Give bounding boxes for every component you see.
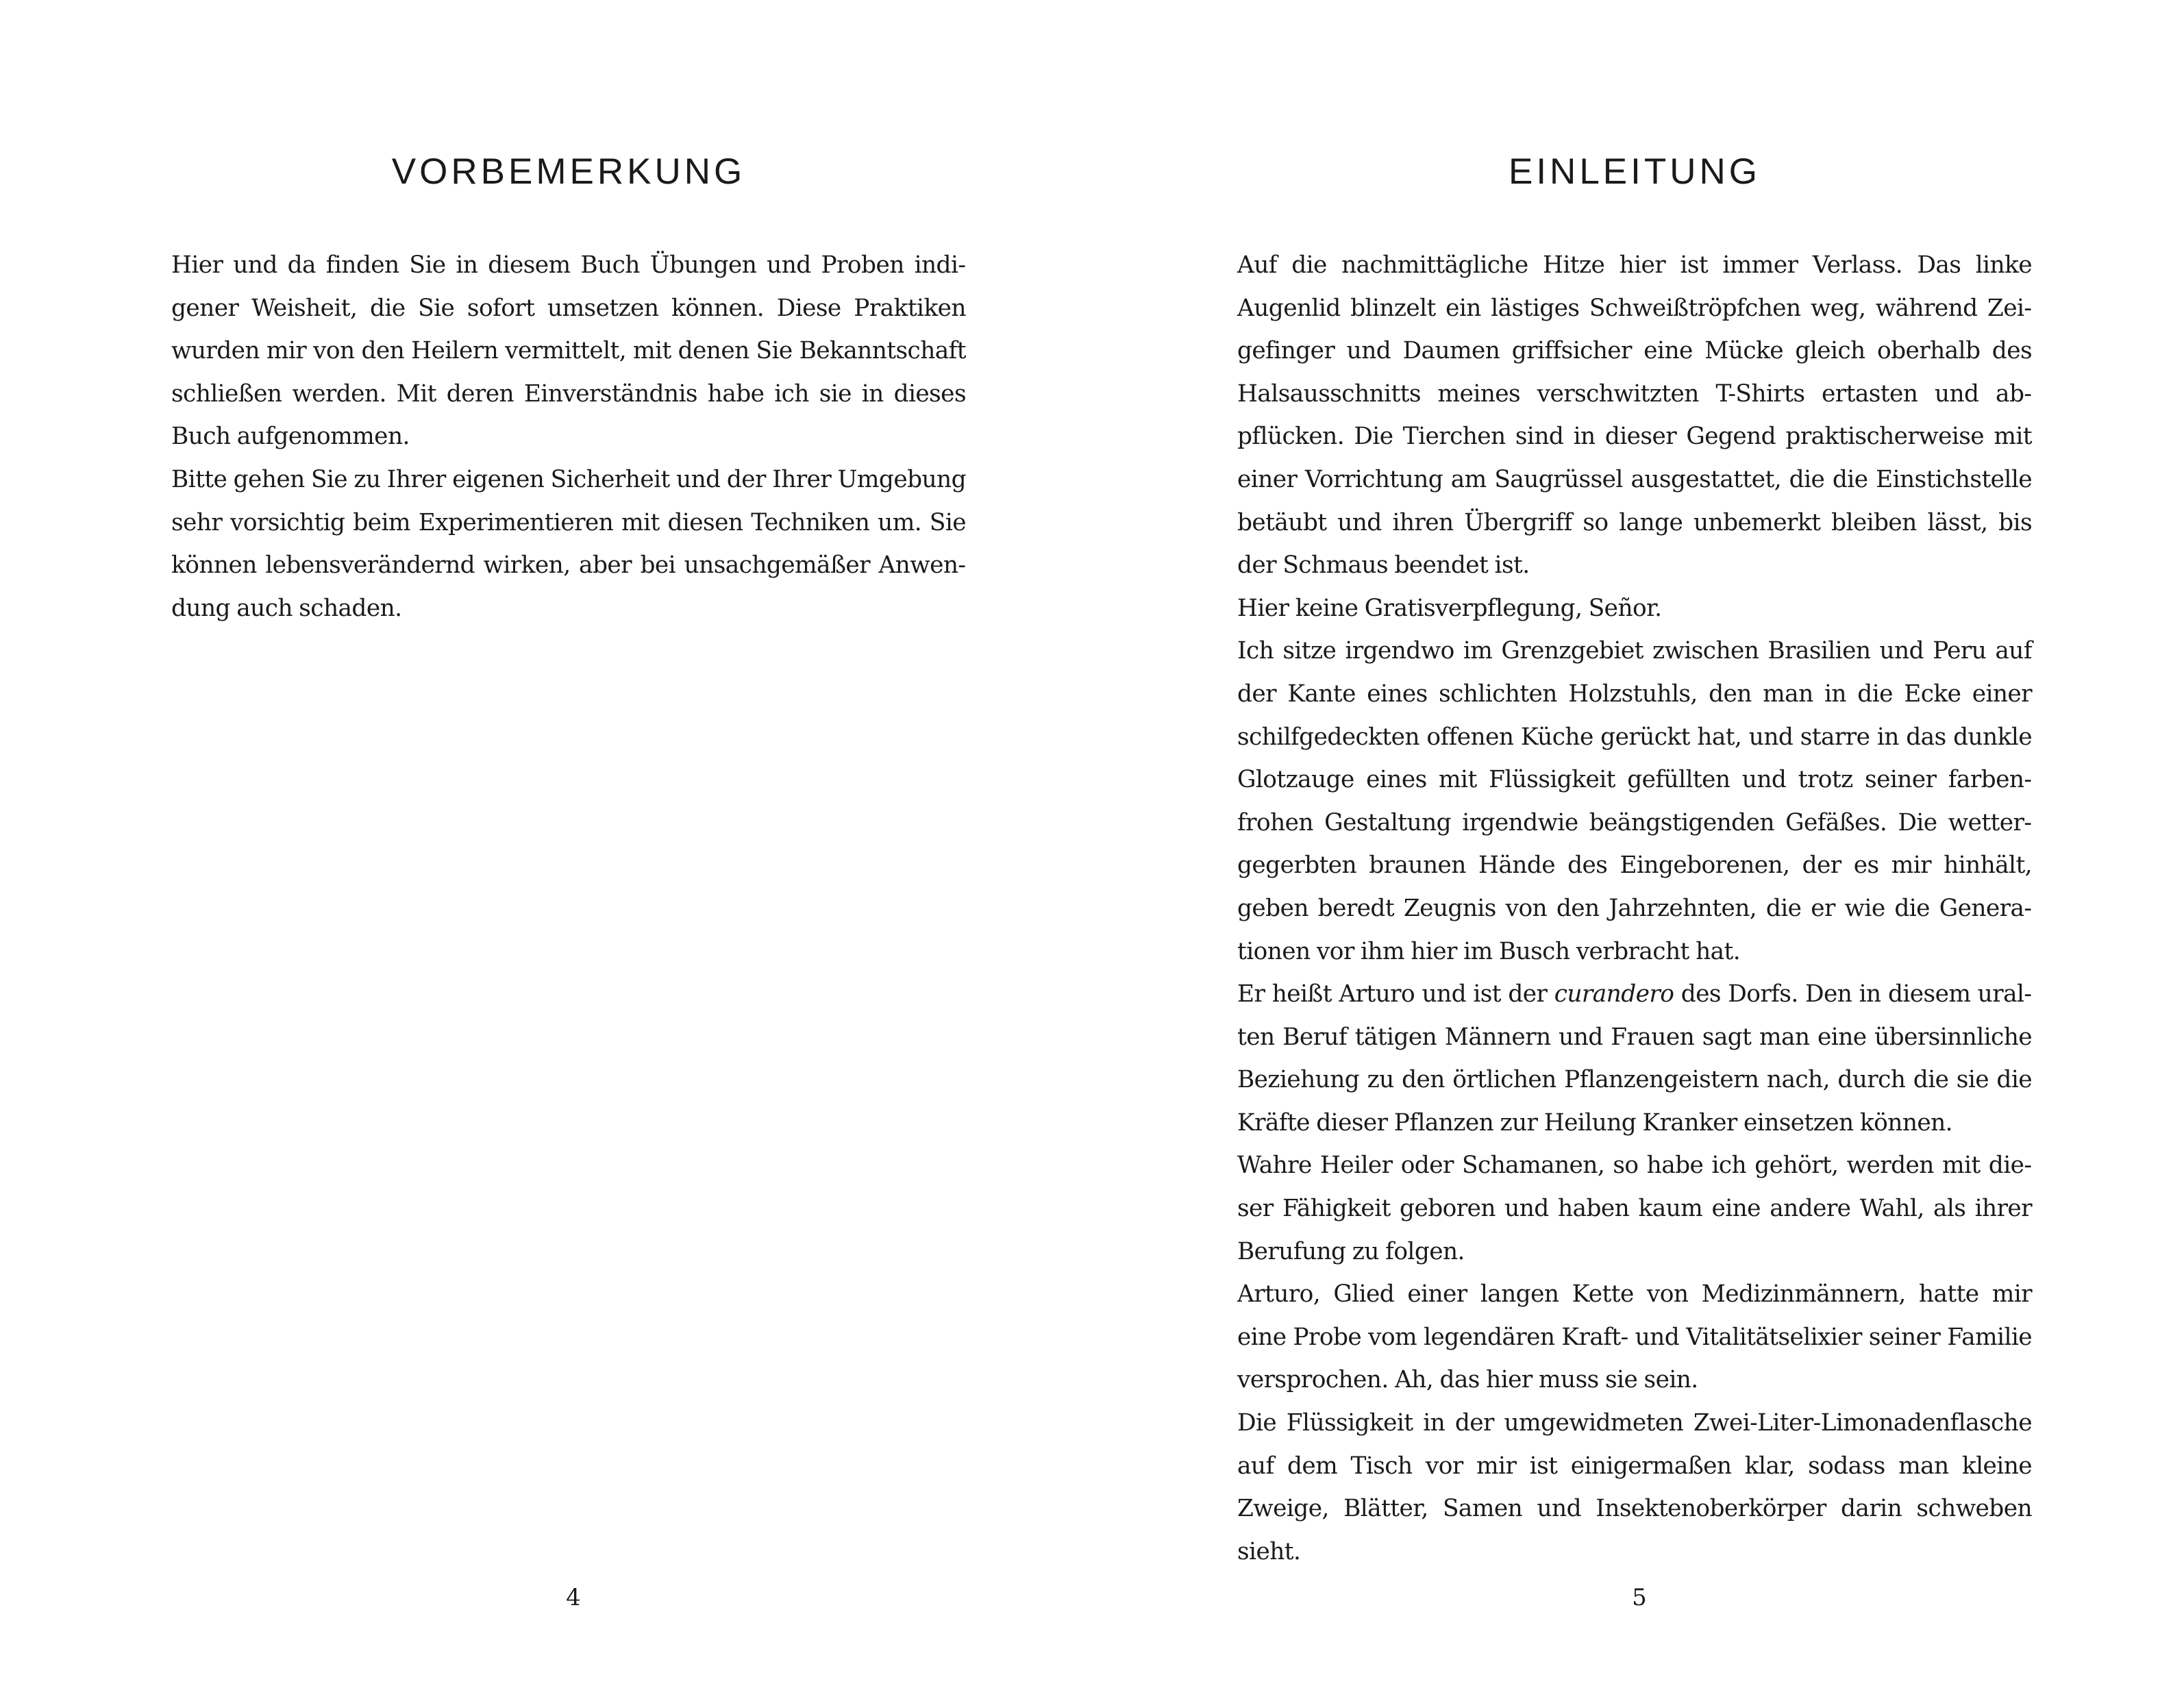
- paragraph-text: Er heißt Arturo und ist der: [1237, 980, 1554, 1008]
- italic-term: curandero: [1554, 980, 1674, 1008]
- page-number: 4: [566, 1584, 581, 1611]
- page-heading: VORBEMERKUNG: [391, 151, 746, 192]
- paragraph: Arturo, Glied einer langen Kette von Medizinmännern, hatte mir eine Probe vom legendären Kraft- und Vitalitätselixier seiner Familie versprochen. Ah, das hier muss sie sein.: [1237, 1280, 2032, 1394]
- paragraph: Wahre Heiler oder Schamanen, so habe ich gehört, werden mit dieser Fähigkeit geboren und haben kaum eine andere Wahl, als ihrer Berufung zu folgen.: [1237, 1152, 2032, 1265]
- paragraph: Hier und da finden Sie in diesem Buch Übungen und Proben indigener Weisheit, die Sie sofort umsetzen können. Diese Praktiken wurden mir von den Heilern vermittelt, mit denen Sie Bekanntschaft schließen werden. Mit deren Einverständnis habe ich sie in dieses Buch aufgenommen.: [171, 251, 966, 451]
- right-page: [1092, 0, 2184, 1699]
- paragraph-text: des Dorfs. Den in diesem uralten Beruf tätigen Männern und Frauen sagt man eine übersinnliche Beziehung zu den örtlichen Pflanzengeistern nach, durch die sie die Kräfte dieser Pflanzen zur Heilung Kranker einsetzen können.: [1237, 980, 2032, 1137]
- body-text: [171, 244, 966, 630]
- paragraph: Die Flüssigkeit in der umgewidmeten Zwei-Liter-Limonadenflasche auf dem Tisch vor mir ist einigermaßen klar, sodass man kleine Zweige, Blätter, Samen und Insektenoberkörper darin schweben sieht.: [1237, 1409, 2032, 1565]
- body-text: [1237, 244, 2032, 1573]
- page-number: 5: [1632, 1584, 1647, 1611]
- paragraph: [1237, 973, 2032, 1144]
- paragraph: Bitte gehen Sie zu Ihrer eigenen Sicherheit und der Ihrer Umgebung sehr vorsichtig beim Experimentieren mit diesen Techniken um. Sie können lebensverändernd wirken, aber bei unsachgemäßer Anwendung auch schaden.: [171, 465, 966, 622]
- page-heading: EINLEITUNG: [1508, 151, 1761, 192]
- paragraph: Hier keine Gratisverpflegung, Señor.: [1237, 594, 1662, 622]
- paragraph: Ich sitze irgendwo im Grenzgebiet zwischen Brasilien und Peru auf der Kante eines schlichten Holzstuhls, den man in die Ecke einer schilfgedeckten offenen Küche gerückt hat, und starre in das dunkle Glotzauge eines mit Flüssigkeit gefüllten und trotz seiner farbenfrohen Gestaltung irgendwie beängstigenden Gefäßes. Die wettergegerbten braunen Hände des Eingeborenen, der es mir hinhält, geben beredt Zeugnis von den Jahrzehnten, die er wie die Generationen vor ihm hier im Busch verbracht hat.: [1237, 637, 2032, 965]
- paragraph: Auf die nachmittägliche Hitze hier ist immer Verlass. Das linke Augenlid blinzelt ein lästiges Schweißtröpfchen weg, während Zeigefinger und Daumen griffsicher eine Mücke gleich oberhalb des Halsausschnitts meines verschwitzten T-Shirts ertasten und abpflücken. Die Tierchen sind in dieser Gegend praktischerweise mit einer Vorrichtung am Saugrüssel ausgestattet, die die Einstichstelle betäubt und ihren Übergriff so lange unbemerkt bleiben lässt, bis der Schmaus beendet ist.: [1237, 251, 2032, 580]
